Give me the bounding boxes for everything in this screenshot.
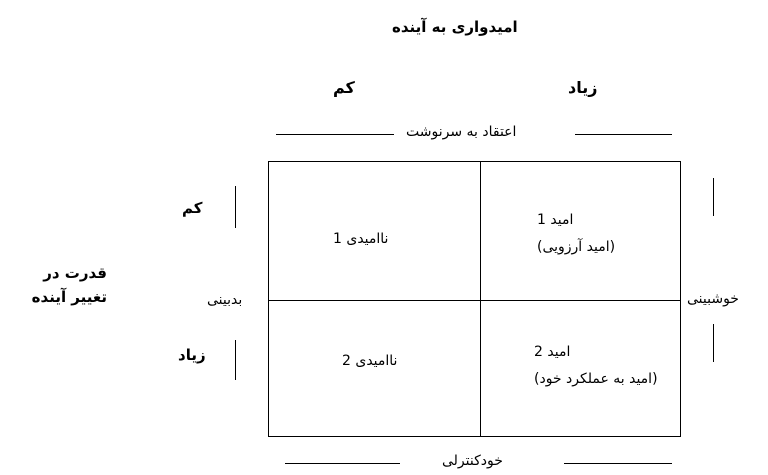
row-low-marker <box>235 186 236 228</box>
top-axis-label: اعتقاد به سرنوشت <box>406 124 517 140</box>
left-axis-title-line1: قدرت در <box>43 264 107 282</box>
bottom-axis-label: خودکنترلی <box>442 453 503 469</box>
cell-hope-2-desc: (امید به عملکرد خود) <box>534 371 658 387</box>
optimism-label: خوشبینی <box>687 291 739 307</box>
top-axis-line-right <box>575 134 672 135</box>
right-upper-marker <box>713 178 714 216</box>
row-header-high: زیاد <box>178 346 206 364</box>
cell-despair-2: ناامیدی 2 <box>342 353 398 369</box>
row-high-marker <box>235 340 236 380</box>
cell-hope-2-title: امید 2 <box>534 344 571 360</box>
row-header-low: کم <box>182 199 203 217</box>
grid-vertical-divider <box>480 162 481 436</box>
top-axis-line-left <box>276 134 394 135</box>
left-axis-title-line2: تغییر آینده <box>31 288 107 306</box>
grid-horizontal-divider <box>269 300 680 301</box>
pessimism-label: بدبینی <box>207 292 243 308</box>
cell-hope-1-desc: (امید آرزویی) <box>537 239 616 255</box>
column-header-low: کم <box>333 78 355 97</box>
cell-hope-1-title: امید 1 <box>537 212 574 228</box>
diagram-title: امیدواری به آینده <box>392 18 518 36</box>
quadrant-grid <box>268 161 681 437</box>
bottom-axis-line-left <box>285 463 400 464</box>
right-lower-marker <box>713 324 714 362</box>
column-header-high: زیاد <box>568 78 598 97</box>
bottom-axis-line-right <box>564 463 672 464</box>
cell-despair-1: ناامیدی 1 <box>333 231 389 247</box>
